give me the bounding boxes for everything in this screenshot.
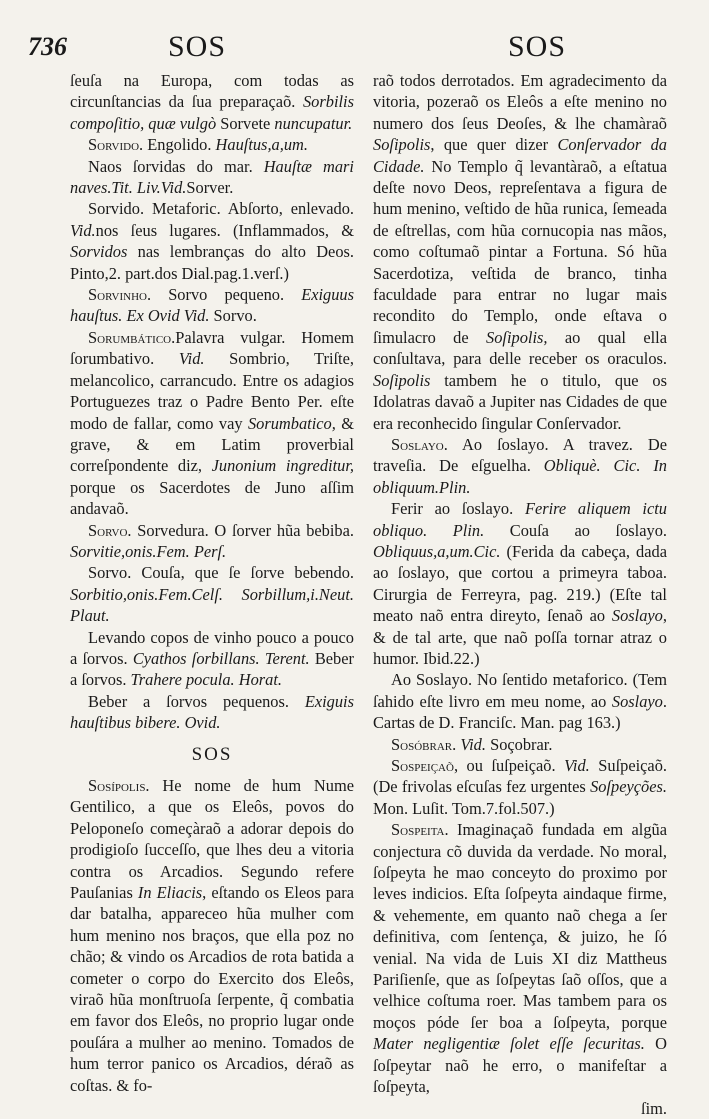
entry-sosobrar: Sosóbrar. Vid. Soçobrar. [391, 734, 553, 754]
entry-sorumbatico: Sorumbático.Palavra vulgar. Homem ſorumbativo. Vid. Sombrio, Triſte, melancolico, carrancudo. Entre os adagios Portuguezes traz o Padre Bento Per. eſte modo de fallar, como vay Sorumbatico, & grave, & em Latim proverbial correſpondente diz, Junonium ingreditur, porque os Sacerdotes de Juno aſſim andavaõ. [70, 327, 354, 519]
entry-soslayo: Soslayo. Ao ſoslayo. A travez. De traveſia. De eſguelha. Obliquè. Cic. In obliquum.Plin. [373, 434, 667, 497]
entry-headword: Sorumbático. [88, 327, 176, 347]
entry-sorvinho: Sorvinho. Sorvo pequeno. Exiguus hauſtus. Ex Ovid Vid. Sorvo. [70, 285, 354, 326]
section-title: SOS [191, 743, 233, 765]
entry-paragraph: Ao Soslayo. No ſentido metaforico. (Tem ſahido eſte livro em meu nome, ao Soslayo. Cartas de D. Franciſc. Man. pag 163.) [373, 670, 667, 733]
entry-paragraph: Ferir ao ſoslayo. Ferire aliquem ictu obliquo. Plin. Couſa ao ſoslayo. Obliquus,a,um.Cic. (Ferida da cabeça, dada ao ſoslayo, que cortou a primeyra taboa. Cirurgia de Ferreyra, pag. 219.) (Eſte tal meato naõ entra direyto, ſenaõ ao Soslayo, & de tal arte, que naõ poſſa tornar atraz o humor. Ibid.22.) [373, 499, 667, 668]
page-header [0, 30, 709, 70]
running-head-left: SOS [168, 30, 227, 63]
entry-headword: Sorvo. [88, 520, 132, 540]
running-head-right: SOS [508, 30, 567, 63]
left-column [70, 70, 354, 1096]
entry-paragraph: Naos ſorvidas do mar. Hauſtæ mari naves.Tit. Liv.Vid.Sorver. [70, 156, 354, 198]
entry-headword: Sosóbrar. [391, 734, 457, 754]
entry-headword: Sorvinho. [88, 285, 152, 305]
entry-sospeicao: Sospeiçaõ, ou ſuſpeiçaõ. Vid. Suſpeiçaõ. (De frivolas eſcuſas fez urgentes Soſpeyções. Mon. Luſit. Tom.7.fol.507.) [373, 756, 667, 818]
entry-paragraph: raõ todos derrotados. Em agradecimento da vitoria, pozeraõ os Eleôs a eſte menino no numero dos ſeus Deoſes, & lhe chamàraõ Soſipolis, que quer dizer Conſervador da Cidade. No Templo q̃ levantàraõ, a eſtatua deſte novo Deos, repreſentava a figura de hum menino, veſtido de hũa runica, ſemeada de eſtrellas, com hũa cornucopia nas mãos, como coſtumaõ pintar a Fortuna. Só hũa Sacerdotiza, veſtida de branco, tinha faculdade para entrar no lugar mais recondito do Templo, onde eſtava o ſimulacro de Soſipolis, ao qual ella conſultava, para delle receber os oraculos. Soſipolis tambem he o titulo, que os Idolatras davaõ a Jupiter nas Cidades de que era reconhecido ſingular Conſervador. [373, 71, 667, 433]
right-column [373, 70, 667, 1119]
page-number: 736 [28, 32, 67, 61]
entry-paragraph: Beber a ſorvos pequenos. Exiguis hauſtibus bibere. Ovid. [70, 691, 354, 733]
entry-paragraph: Sorvo. Couſa, que ſe ſorve bebendo. Sorbitio,onis.Fem.Celſ. Sorbillum,i.Neut. Plaut. [70, 563, 354, 626]
entry-headword: Sospeita. [391, 820, 449, 840]
entry-sorvo: Sorvo. Sorvedura. O ſorver hũa bebiba. Sorvitie,onis.Fem. Perſ. [70, 520, 354, 561]
entry-paragraph: ſeuſa na Europa, com todas as circunſtancias da ſua preparaçaõ. Sorbilis compoſitio, quæ vulgò Sorvete nuncupatur. [70, 71, 354, 133]
entry-headword: Sosípolis. [88, 776, 150, 795]
entry-sorvido: Sorvido. Engolido. Hauſtus,a,um. [88, 135, 308, 155]
entry-sosipolis: Sosípolis. He nome de hum Nume Gentilico, a que os Eleôs, povos do Peloponeſo começàraõ a adorar depois do prodigioſo ſucceſſo, que lhes deu a vitoria contra os Arcadios. Segundo refere Pauſanias In Eliacis, eſtando os Eleos para dar batalha, appareceo hũa mulher com hum menino nos braços, que ella poz no chão; & vindo os Arcadios de rota batida a cometer o corpo do Exercito dos Eleôs, viraõ hũa monſtruoſa ſerpente, q̃ combatia em favor dos Eleôs, no proprio lugar onde pouſára a mulher ao menino. Tomados de hum terror panico os Arcadios, déraõ as coſtas. & fo- [70, 776, 355, 1095]
entry-paragraph: Sorvido. Metaforic. Abſorto, enlevado. Vid.nos ſeus lugares. (Inflammados, & Sorvidos nas lembranças do alto Deos. Pinto,2. part.dos Dial.pag.1.verſ.) [70, 199, 354, 283]
entry-sospeita: Sospeita. Imaginaçaõ fundada em algũa conjectura cõ duvida da verdade. No moral, ſoſpeyta he mao conceyto do proximo por leves indicios. Eſta ſoſpeyta aindaque firme, & vehemente, em quanto naõ chega a ſer definitiva, com ſentença, & juizo, he ſó venial. Na vida de Luis XI diz Mattheus Pariſienſe, que as ſoſpeytas ſaõ oſſos, que a velhice coſtuma roer. Mas tambem para os moços póde ſer boa a ſoſpeyta, porque Mater negligentiæ ſolet eſſe ſecuritas. O ſoſpeytar naõ he erro, o manifeſtar a ſoſpeyta, [373, 820, 667, 1097]
closing-line: ſim. [641, 1098, 667, 1118]
entry-paragraph: Levando copos de vinho pouco a pouco a ſorvos. Cyathos ſorbillans. Terent. Beber a ſorvos. Trahere pocula. Horat. [70, 627, 354, 690]
entry-headword: Sospeiçaõ [391, 756, 454, 775]
entry-headword: Soslayo. [391, 434, 448, 454]
entry-headword: Sorvido. [88, 135, 144, 155]
